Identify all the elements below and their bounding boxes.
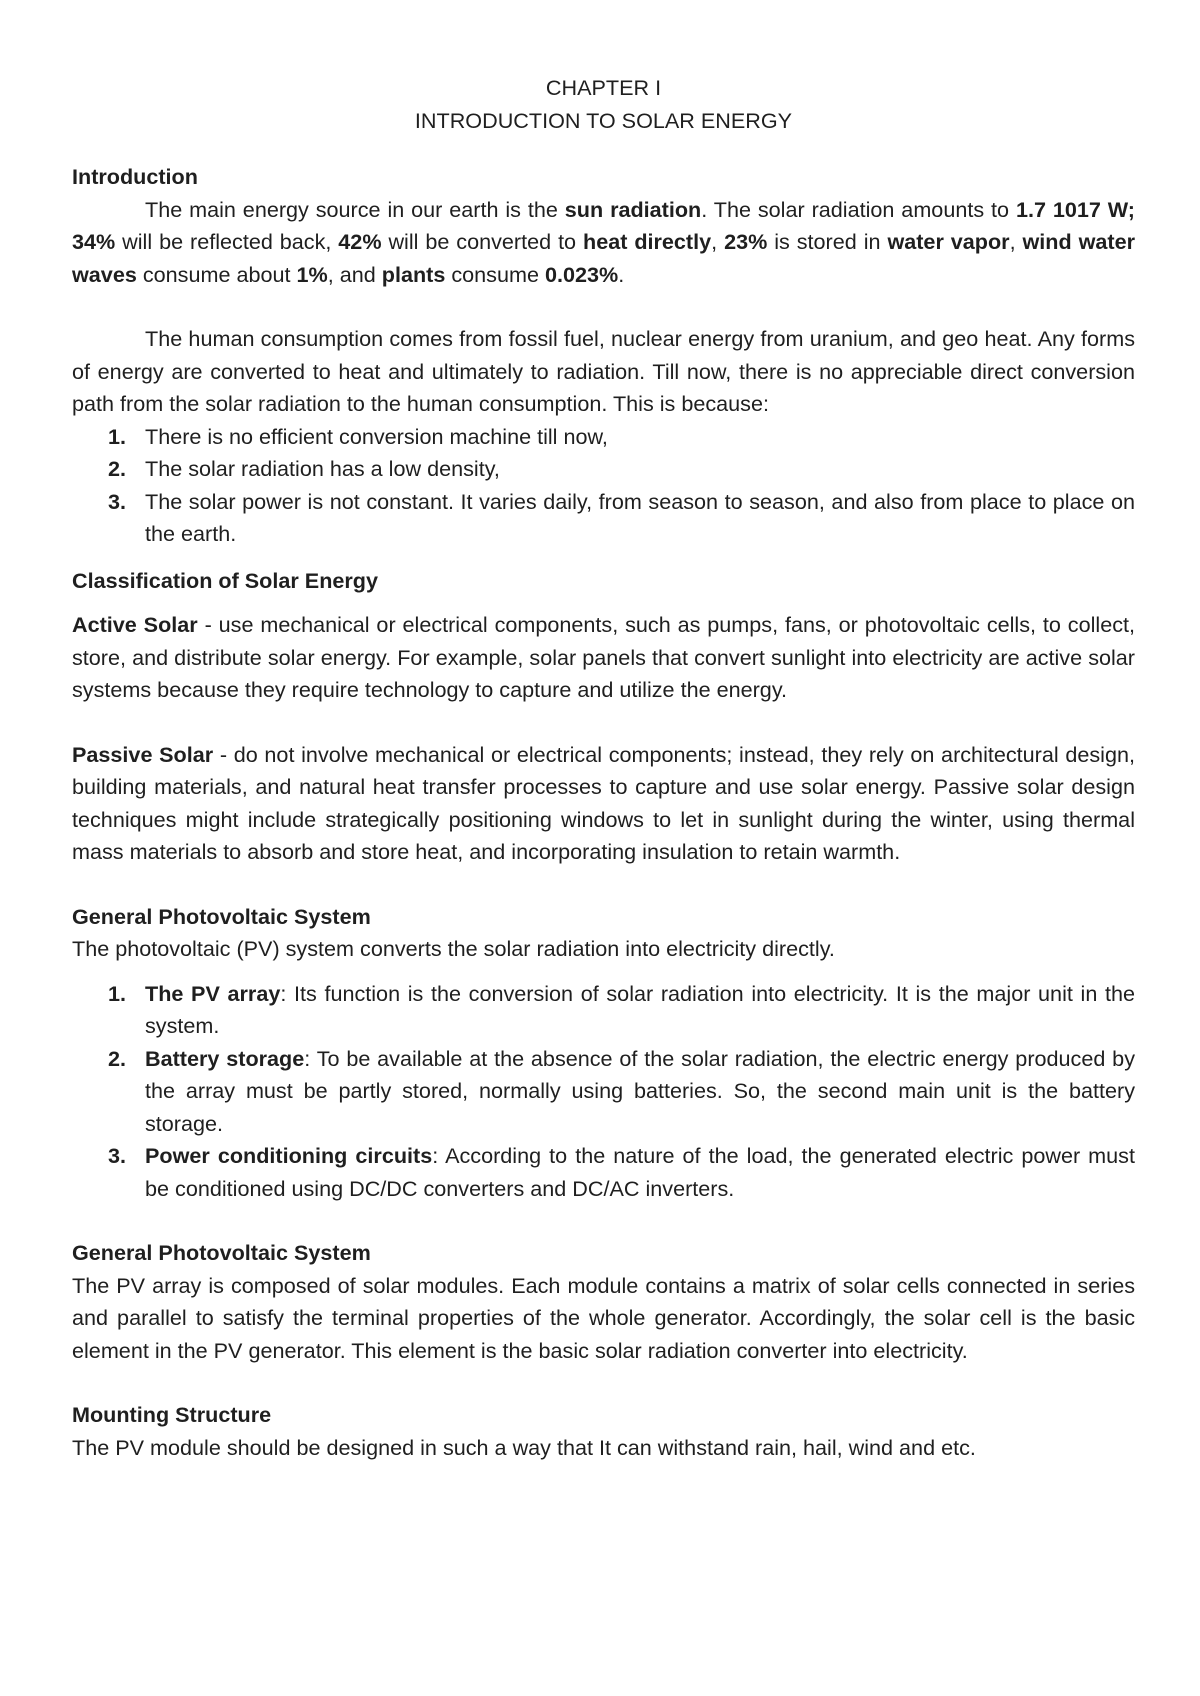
chapter-label: CHAPTER I — [545, 75, 662, 100]
bold-text-run: heat directly — [583, 229, 712, 254]
list-item — [72, 978, 1135, 1043]
bold-text-run: sun radiation — [564, 196, 702, 222]
section-heading-classification: Classification of Solar Energy — [72, 567, 378, 593]
bold-text-run: 0.023% — [544, 261, 619, 287]
list-item — [72, 1043, 1135, 1141]
section-heading-pv-system: General Photovoltaic System — [72, 903, 371, 929]
section-heading-introduction: Introduction — [72, 164, 198, 189]
pv-units-list — [72, 978, 1135, 1206]
passive-solar-text: - do not involve mechanical or electrical components; instead, they rely on architectural design, building materials, and natural heat transfer processes to capture and use solar energy. Passive solar design techniques might include strategically positioning windows to let in sunlight during the winter, using thermal mass materials to absorb and store heat, and incorporating insulation to retain warmth. — [72, 741, 1135, 864]
list-number: 2. — [108, 1045, 127, 1071]
section-heading-mounting: Mounting Structure — [72, 1402, 272, 1427]
list-item — [72, 453, 1135, 486]
list-item — [72, 1140, 1135, 1205]
text-run: consume — [445, 261, 545, 287]
unit-text: : Its function is the conversion of solar radiation into electricity. It is the major unit in the system. — [145, 980, 1135, 1038]
list-item-text: The solar radiation has a low density, — [145, 456, 500, 481]
list-item — [72, 421, 1135, 454]
chapter-title: INTRODUCTION TO SOLAR ENERGY — [414, 107, 793, 133]
bold-text-run: plants — [381, 261, 446, 287]
passive-solar-paragraph — [72, 739, 1135, 869]
bold-text-run: 42% — [338, 229, 382, 254]
list-number: 1. — [108, 423, 127, 449]
document-page — [72, 72, 1135, 1464]
list-item-text: There is no efficient conversion machine till now, — [145, 423, 608, 449]
list-number: 1. — [108, 980, 127, 1006]
text-run: consume about — [136, 261, 297, 287]
text-run: , and — [327, 261, 382, 287]
bold-text-run: 1% — [296, 261, 328, 287]
unit-text: : According to the nature of the load, the generated electric power must be conditioned using DC/DC converters and DC/AC inverters. — [145, 1143, 1135, 1201]
list-item-text: The solar power is not constant. It varies daily, from season to season, and also from place to place on the earth. — [145, 488, 1135, 546]
intro-paragraph-1 — [72, 194, 1135, 292]
mounting-paragraph: The PV module should be designed in such a way that It can withstand rain, hail, wind and etc. — [72, 1434, 976, 1460]
unit-term: Battery storage — [145, 1045, 305, 1071]
unit-term: Power conditioning circuits — [145, 1143, 433, 1168]
intro-paragraph-2: The human consumption comes from fossil fuel, nuclear energy from uranium, and geo heat. Any forms of energy are converted to heat and ultimately to radiation. Till now, there is no appreciable direct conversion path from the solar radiation to the human consumption. This is because: — [72, 326, 1135, 416]
text-run: . — [618, 261, 625, 287]
bold-text-run: water vapor — [887, 229, 1010, 254]
text-run: will be converted to — [381, 229, 583, 254]
text-run: The main energy source in our earth is the — [145, 196, 565, 222]
passive-solar-term: Passive Solar — [72, 741, 214, 767]
text-run: . The solar radiation amounts to — [701, 196, 1016, 222]
pv-array-paragraph: The PV array is composed of solar modules. Each module contains a matrix of solar cells connected in series and parallel to satisfy the terminal properties of the whole generator. Accordingly, the solar cell is the basic element in the PV generator. This element is the basic solar radiation converter into electricity. — [72, 1272, 1135, 1363]
list-number: 3. — [108, 1143, 127, 1168]
unit-term: The PV array — [145, 980, 281, 1006]
active-solar-term: Active Solar — [72, 612, 198, 637]
text-run: , — [1009, 229, 1023, 254]
list-number: 2. — [108, 456, 127, 481]
text-run: is stored in — [767, 229, 888, 254]
active-solar-text: - use mechanical or electrical components, such as pumps, fans, or photovoltaic cells, to collect, store, and distribute solar energy. For example, solar panels that convert sunlight into electricity are active solar systems because they require technology to capture and utilize the energy. — [72, 612, 1135, 702]
text-run: will be reflected back, — [115, 229, 339, 254]
list-number: 3. — [108, 488, 127, 514]
bold-text-run: 1.7 1017 W; 34% — [72, 196, 1135, 254]
list-item — [72, 486, 1135, 551]
bold-text-run: 23% — [724, 229, 768, 254]
reasons-list — [72, 421, 1135, 551]
section-heading-pv-system-2: General Photovoltaic System — [72, 1240, 371, 1265]
active-solar-paragraph — [72, 609, 1135, 707]
bold-text-run: wind water waves — [72, 229, 1136, 287]
text-run: , — [711, 229, 725, 254]
pv-system-intro: The photovoltaic (PV) system converts the solar radiation into electricity directly. — [72, 936, 835, 961]
unit-text: : To be available at the absence of the solar radiation, the electric energy produced by the array must be partly stored, normally using batteries. So, the second main unit is the battery storage. — [145, 1045, 1135, 1136]
